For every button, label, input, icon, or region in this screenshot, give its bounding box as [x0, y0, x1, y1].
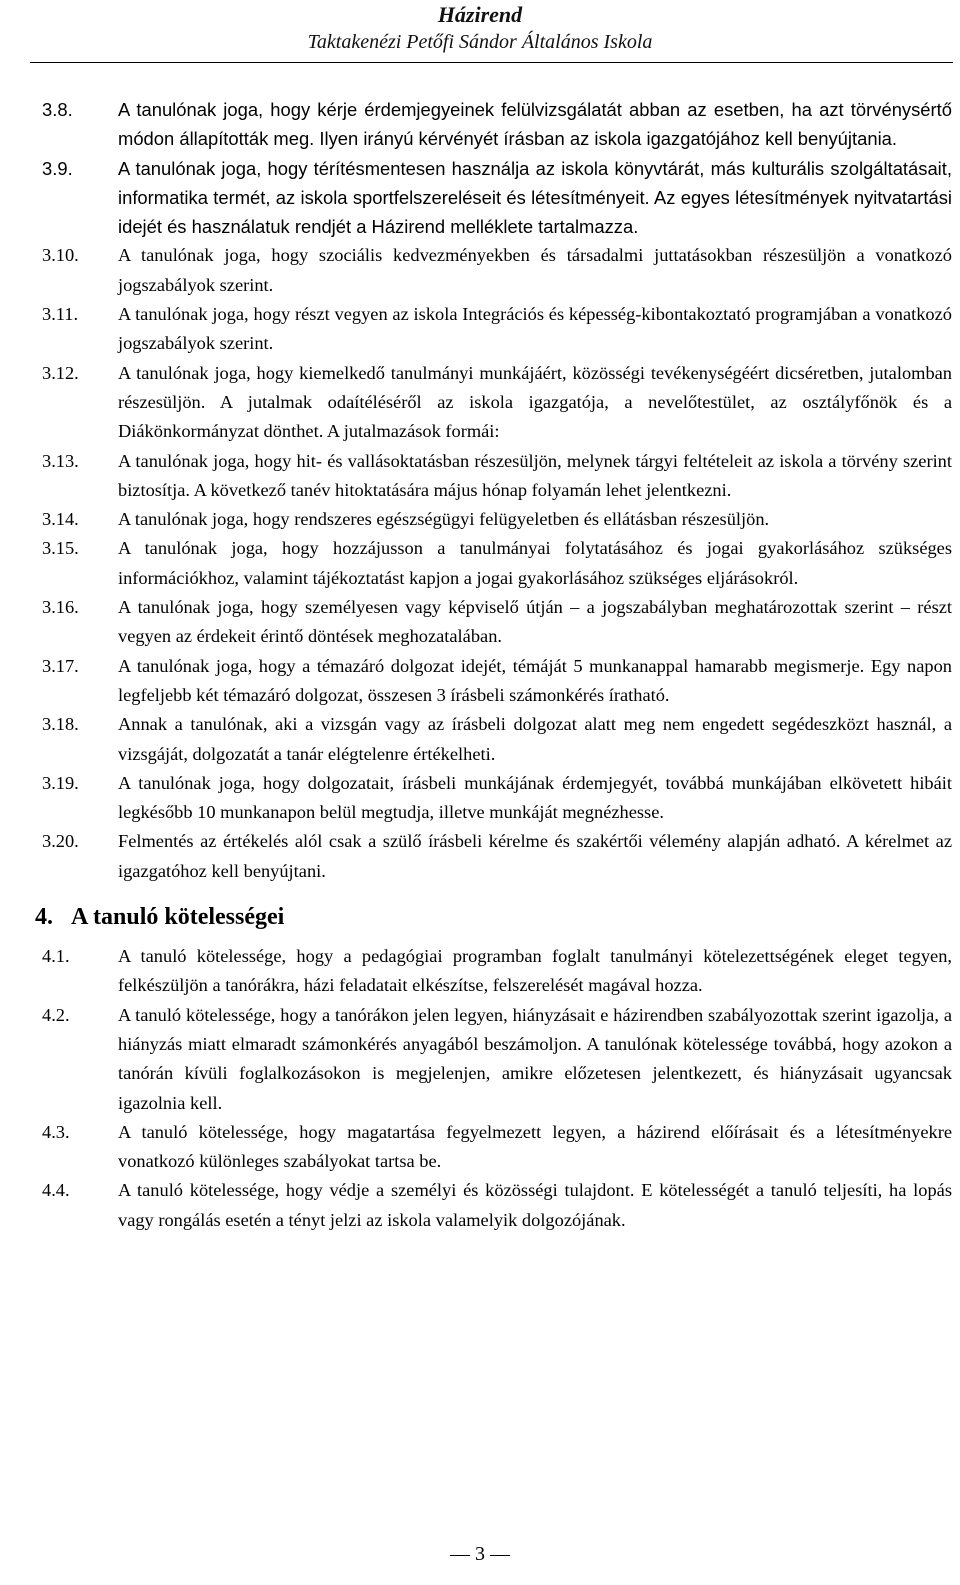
list-item — [42, 710, 952, 769]
item-text: A tanuló kötelessége, hogy magatartása fegyelmezett legyen, a házirend előírásait és a létesítményekre vonatkozó különleges szabályokat tartsa be. — [118, 1121, 952, 1172]
item-text: A tanuló kötelessége, hogy a pedagógiai programban foglalt tanulmányi kötelezettségének eleget tegyen, felkészüljön a tanórákra, házi feladatait elkészítse, felszerelését magával hozza. — [118, 946, 952, 996]
list-item — [42, 95, 952, 154]
item-number: 3.15. — [42, 538, 79, 559]
list-item — [42, 652, 952, 711]
header-divider — [30, 62, 953, 63]
item-number: 3.11. — [42, 304, 79, 325]
item-number: 3.16. — [42, 597, 79, 618]
item-number: 4.1. — [42, 946, 70, 967]
list-item — [42, 827, 952, 886]
item-number: 3.18. — [42, 714, 79, 735]
item-text: A tanulónak joga, hogy kérje érdemjegyeinek felülvizsgálatát abban az esetben, ha azt törvénysértő módon állapították meg. Ilyen irányú kérvényét írásban az iskola igazgatójához kell benyújtania. — [118, 99, 952, 150]
item-text: A tanulónak joga, hogy dolgozatait, írásbeli munkájának érdemjegyét, továbbá munkájában elkövetett hibáit legkésőbb 10 munkanapon belül megtudja, illetve munkáját megnézhesse. — [118, 772, 952, 823]
item-text: A tanulónak joga, hogy részt vegyen az iskola Integrációs és képesség-kibontakoztató programjában a vonatkozó jogszabályok szerint. — [118, 304, 952, 354]
item-text: A tanulónak joga, hogy szociális kedvezményekben és társadalmi juttatásokban részesüljön a vonatkozó jogszabályok szerint. — [118, 245, 952, 295]
item-text: A tanuló kötelessége, hogy a tanórákon jelen legyen, hiányzásait e házirendben szabályozottak szerint igazolja, a hiányzás miatt elmaradt számonkérés anyagából beszámoljon. A tanulónak kötelessége továbbá, hogy azokon a tanórán kívüli foglalkozásokon is megjelenjen, amikre előzetesen jelentkezett, és hiányzásait ugyancsak igazolnia kell. — [118, 1004, 952, 1113]
item-number: 3.10. — [42, 245, 79, 266]
item-text: A tanulónak joga, hogy kiemelkedő tanulmányi munkájáért, közösségi tevékenységéért dicséretben, jutalomban részesüljön. A jutalmak odaítéléséről az iskola igazgatója, a nevelőtestület, az osztályfőnök és a Diákönkormányzat dönthet. A jutalmazások formái: — [118, 362, 952, 442]
school-name: Taktakenézi Petőfi Sándor Általános Iskola — [307, 31, 653, 53]
item-text: A tanuló kötelessége, hogy védje a személyi és közösségi tulajdont. E kötelességét a tanuló teljesíti, ha lopás vagy rongálás esetén a tényt jelzi az iskola valamelyik dolgozójának. — [118, 1180, 952, 1230]
item-number: 4.2. — [42, 1004, 70, 1025]
section-number: 4. — [35, 904, 53, 931]
document-title: Házirend — [437, 2, 523, 27]
section-title: A tanuló kötelességei — [71, 904, 285, 931]
item-text: A tanulónak joga, hogy a témazáró dolgozat idejét, témáját 5 munkanappal hamarabb megismerje. Egy napon legfeljebb két témazáró dolgozat, összesen 3 írásbeli számonkérés íratható. — [118, 655, 952, 705]
item-text: A tanulónak joga, hogy személyesen vagy képviselő útján – a jogszabályban meghatározottak szerint – részt vegyen az érdekeit érintő döntések meghozatalában. — [118, 597, 952, 647]
rights-list — [42, 95, 952, 886]
item-text: A tanulónak joga, hogy térítésmentesen használja az iskola könyvtárát, más kulturális szolgáltatásait, informatika termét, az iskola sportfelszereléseit és létesítményeit. Az egyes létesítmények nyitvatartási idejét és használatuk rendjét a Házirend melléklete tartalmazza. — [118, 157, 952, 238]
list-item — [42, 1001, 952, 1118]
list-item — [42, 447, 952, 506]
item-text: A tanulónak joga, hogy hozzájusson a tanulmányai folytatásához és jogai gyakorlásához szükséges információkhoz, valamint tájékoztatást kapjon a jogai gyakorlásához szükséges eljárásokról. — [118, 538, 952, 588]
list-item — [42, 1176, 952, 1235]
item-text: A tanulónak joga, hogy rendszeres egészségügyi felügyeletben és ellátásban részesüljön. — [118, 509, 770, 530]
item-number: 4.4. — [42, 1180, 70, 1201]
list-item — [42, 154, 952, 242]
item-number: 3.19. — [42, 772, 79, 793]
list-item — [42, 769, 952, 828]
item-number: 4.3. — [42, 1121, 70, 1142]
list-item — [42, 359, 952, 447]
list-item — [42, 241, 952, 300]
item-text: A tanulónak joga, hogy hit- és vallásoktatásban részesüljön, melynek tárgyi feltételeit az iskola a törvény szerint biztosítja. A következő tanév hitoktatására május hónap folyamán lehet jelentkezni. — [118, 450, 952, 500]
item-number: 3.14. — [42, 509, 79, 530]
list-item — [42, 300, 952, 359]
item-number: 3.8. — [42, 99, 73, 120]
item-number: 3.13. — [42, 450, 79, 471]
item-number: 3.17. — [42, 655, 79, 676]
item-number: 3.20. — [42, 831, 79, 852]
document-body — [35, 95, 952, 1235]
list-item — [42, 505, 952, 534]
item-text: Felmentés az értékelés alól csak a szülő írásbeli kérelme és szakértői vélemény alapján adható. A kérelmet az igazgatóhoz kell benyújtani. — [118, 831, 952, 881]
section-heading — [35, 900, 952, 934]
item-number: 3.9. — [42, 157, 73, 179]
page-number: — 3 — — [450, 1543, 510, 1565]
list-item — [42, 942, 952, 1001]
item-number: 3.12. — [42, 362, 79, 383]
list-item — [42, 593, 952, 652]
list-item — [42, 1118, 952, 1177]
duties-list — [42, 942, 952, 1235]
list-item — [42, 534, 952, 593]
item-text: Annak a tanulónak, aki a vizsgán vagy az írásbeli dolgozat alatt meg nem engedett segédeszközt használ, a vizsgáját, dolgozatát a tanár elégtelenre értékelheti. — [118, 714, 952, 764]
